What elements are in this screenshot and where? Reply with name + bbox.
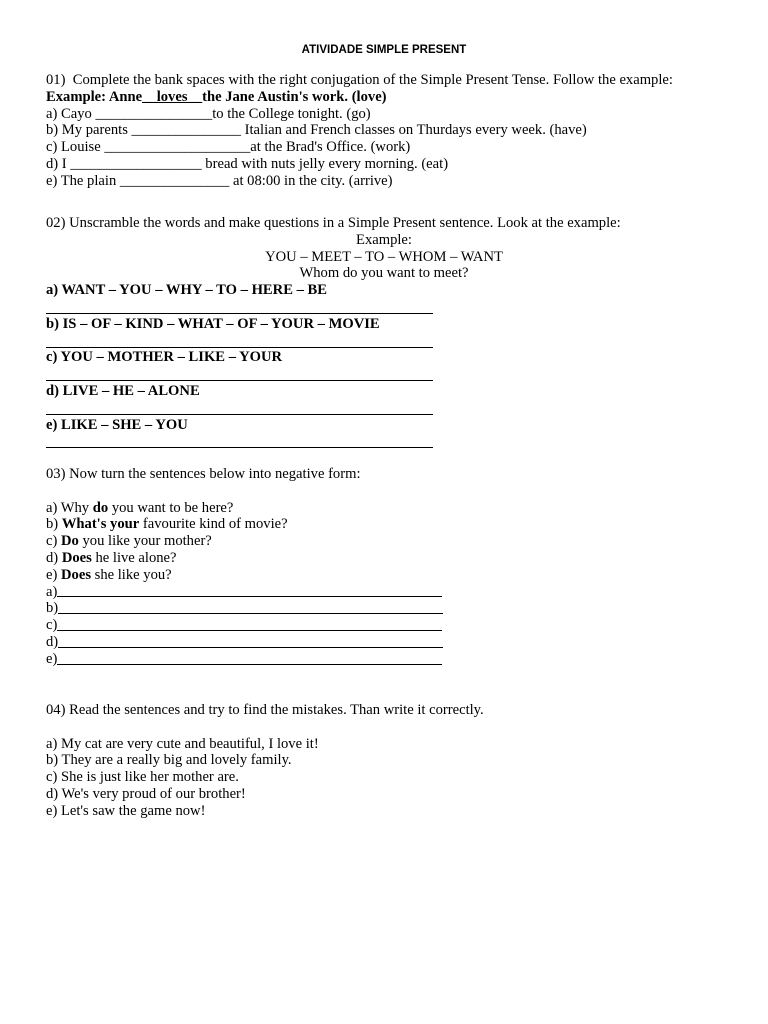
q1-item-b: b) My parents _______________ Italian and French classes on Thurdays every week. (have) <box>46 122 587 139</box>
q1-item-d: d) I __________________ bread with nuts jelly every morning. (eat) <box>46 155 449 172</box>
q2-example-words: YOU – MEET – TO – WHOM – WANT <box>265 248 503 265</box>
q2-answer-line-b <box>46 333 736 350</box>
q1-example-answer: __loves__ <box>142 88 203 105</box>
q1-example <box>46 89 736 106</box>
q3-item-d: d) Does he live alone? <box>46 549 177 566</box>
worksheet-title: ATIVIDADE SIMPLE PRESENT <box>301 44 467 56</box>
q2-example-label: Example: <box>356 231 412 248</box>
q2-answer-line-d <box>46 400 736 417</box>
q4-item-c: c) She is just like her mother are. <box>46 769 239 786</box>
q2-answer-line-e <box>46 433 736 450</box>
q1-item-e: e) The plain _______________ at 08:00 in the city. (arrive) <box>46 172 393 189</box>
question-1 <box>46 72 736 190</box>
q2-item-c: c) YOU – MOTHER – LIKE – YOUR <box>46 349 283 366</box>
q3-item-e: e) Does she like you? <box>46 566 172 583</box>
q2-answer-line-a <box>46 299 736 316</box>
q3-instruction: 03) Now turn the sentences below into negative form: <box>46 466 361 482</box>
q1-instruction: 01) Complete the bank spaces with the right conjugation of the Simple Present Tense. Follow the example: <box>46 72 673 88</box>
q2-item-b: b) IS – OF – KIND – WHAT – OF – YOUR – MOVIE <box>46 315 380 332</box>
q2-example-answer: Whom do you want to meet? <box>299 265 469 282</box>
q2-item-d: d) LIVE – HE – ALONE <box>46 382 200 399</box>
q2-item-a: a) WANT – YOU – WHY – TO – HERE – BE <box>46 282 327 299</box>
q3-item-b: b) What's your favourite kind of movie? <box>46 516 288 533</box>
q4-instruction: 04) Read the sentences and try to find the mistakes. Than write it correctly. <box>46 702 484 718</box>
q2-item-e: e) LIKE – SHE – YOU <box>46 416 188 433</box>
question-3 <box>46 466 736 668</box>
question-4 <box>46 702 736 820</box>
q3-item-c: c) Do you like your mother? <box>46 533 212 550</box>
q3-answer-c: c) <box>46 617 736 634</box>
q4-item-e: e) Let's saw the game now! <box>46 802 206 819</box>
q1-example-suffix: the Jane Austin's work. (love) <box>202 88 387 105</box>
q3-answer-d: d) <box>46 634 736 651</box>
question-2 <box>46 215 736 450</box>
q3-answer-b: b) <box>46 600 736 617</box>
q3-answer-e: e) <box>46 651 736 668</box>
q1-item-c: c) Louise ____________________at the Brad's Office. (work) <box>46 139 411 156</box>
q1-example-prefix: Example: Anne <box>46 88 143 105</box>
q3-item-a: a) Why do you want to be here? <box>46 499 234 516</box>
q2-answer-line-c <box>46 366 736 383</box>
q4-item-a: a) My cat are very cute and beautiful, I love it! <box>46 735 319 752</box>
q1-item-a: a) Cayo ________________to the College tonight. (go) <box>46 105 371 122</box>
q4-item-b: b) They are a really big and lovely family. <box>46 752 292 769</box>
q3-answer-a: a) <box>46 584 736 601</box>
q4-item-d: d) We's very proud of our brother! <box>46 785 246 802</box>
q2-instruction: 02) Unscramble the words and make questions in a Simple Present sentence. Look at the example: <box>46 215 621 231</box>
